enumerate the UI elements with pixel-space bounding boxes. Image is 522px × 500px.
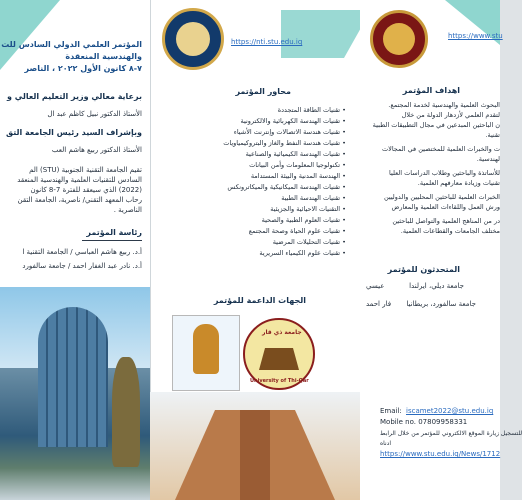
axis-item: • تقنيات التحليلات المرضية: [272, 238, 346, 246]
goal-line: الخبرات العلمية للباحثين المحليين والدوليين: [383, 193, 500, 201]
register-line-2: ادناه: [380, 440, 391, 447]
decorative-teal-band: [281, 10, 371, 58]
right-panel: [360, 0, 522, 500]
goal-line: ت والخبرات العلمية للمختصين في المجالات: [382, 145, 500, 153]
intro-line-3: (2022) الذي سيعقد للفترة 7-8 كانون: [30, 186, 142, 194]
speaker-affiliation-1: جامعة ديلي، ايرلندا: [409, 282, 464, 290]
goal-line: در من المناهج العلمية والتواصل للباحثين: [392, 217, 500, 225]
presidency-line-2: أ.د. نادر عبد الغفار احمد / جامعة سالفورد: [22, 262, 142, 270]
speaker-name-1: عيسي: [366, 282, 385, 290]
axes-heading: محاور المؤتمر: [235, 87, 291, 96]
goal-line: تقنية.: [485, 131, 500, 139]
left-panel: [0, 0, 150, 500]
mobile-number: Mobile no. 07809958331: [380, 418, 468, 426]
axis-item: • تقنيات الهندسة الكهربائية والالكترونية: [240, 117, 346, 125]
divider: [82, 240, 142, 241]
axis-item: • تقنيات هندسة الاتصالات وإنترنت الأشياء: [233, 128, 346, 136]
axis-item: • تقنيات الهندسة الميكانيكية والميكاترونكس: [227, 183, 346, 191]
goal-line: للأساتذة والباحثين وطلاب الدراسات العليا: [389, 169, 500, 177]
intro-line-2: السادس للتقنيات العلمية والهندسية المنعقد: [17, 176, 142, 184]
conference-title-line-2: والهندسية المنعقدة: [65, 52, 142, 61]
register-url-link[interactable]: https://www.stu.edu.iq/News/1712: [380, 450, 501, 458]
goal-line: مختلف الجامعات والقطاعات العلمية.: [400, 227, 500, 235]
nti-url-link[interactable]: https://nti.stu.edu.iq: [231, 38, 303, 46]
thiqar-caption-en: University of Thi-Qar: [250, 378, 309, 384]
goal-line: ن الباحثين المبدعين في مجال التطبيقات الطبية: [372, 121, 500, 129]
nti-logo: [162, 8, 224, 70]
supervision-heading: وبإشراف السيد رئيس الجامعة التق: [5, 128, 142, 137]
alayen-university-logo: [172, 315, 240, 391]
axis-item: • تقنيات العلوم الطبية والصحية: [261, 216, 346, 224]
axis-item: • تقنيات الهندسة الكيميائية والصناعية: [245, 150, 346, 158]
register-line-1: للتسجيل زيارة الموقع الالكتروني للمؤتمر من خلال الرابط: [380, 430, 522, 437]
goal-line: لهندسية.: [476, 155, 500, 163]
goal-line: البحوث العلمية والهندسية لخدمة المجتمع.: [388, 101, 500, 109]
axis-item: • تقنيات الطاقة المتجددة: [277, 106, 346, 114]
goal-line: تقنيات وزيادة معارفهم العلمية.: [417, 179, 500, 187]
thiqar-caption: جامعة ذي قار: [262, 329, 302, 336]
sponsors-heading: الجهات الداعمة للمؤتمر: [213, 296, 306, 305]
conference-date-line: ٧-٨ كانون الأول ٢٠٢٢ ، الناصر: [24, 64, 142, 73]
axis-item: • تقنيات هندسة النفط والغاز والبتروكيمياويات: [223, 139, 346, 147]
university-building-photo: [0, 287, 150, 500]
email-link[interactable]: iscamet2022@stu.edu.iq: [406, 407, 494, 415]
speakers-heading: المتحدثون للمؤتمر: [387, 265, 460, 274]
stu-url-link[interactable]: https://www.stu: [448, 32, 503, 40]
goal-line: ورش العمل واللقاءات العلمية والمعارض: [391, 203, 500, 211]
decorative-teal-corner: [0, 0, 60, 70]
axis-item: • تقنيات الهندسة الطبية: [281, 194, 346, 202]
stu-logo: [370, 10, 428, 68]
axis-item: • الهندسة المدنية والبيئة المستدامة: [250, 172, 346, 180]
conference-title-line-1: المؤتمر العلمي الدولي السادس للت: [1, 40, 142, 49]
goal-line: لتقدم العلمي لأزدهار الدولة من خلال: [401, 111, 500, 119]
intro-line-5: الناصرية .: [113, 206, 142, 214]
speaker-name-2: فار احمد: [366, 300, 392, 308]
patronage-heading: برعاية معالي وزير التعليم العالي و: [6, 92, 142, 101]
goals-heading: اهداف المؤتمر: [402, 86, 460, 95]
axis-item: • تقنيات علوم الكيمياء السريرية: [259, 249, 346, 257]
speaker-affiliation-2: جامعة سالفورد، بريطانيا: [406, 300, 476, 308]
email-label: Email:: [380, 407, 402, 415]
president-name: الأستاذ الدكتور ربيع هاشم العب: [51, 146, 142, 154]
presidency-line-1: أ.د. ربيع هاشم العباسي / الجامعة التقنية ا: [22, 248, 142, 256]
intro-line-1: تقيم الجامعة التقنية الجنوبية (STU) الم: [29, 166, 142, 174]
ziggurat-photo: [150, 392, 360, 500]
axis-item: • تكنولوجيا المعلومات وأمن البيانات: [249, 161, 346, 169]
presidency-heading: رئاسة المؤتمر: [86, 228, 142, 237]
axis-item: • تقنيات علوم الحياة وصحة المجتمع: [248, 227, 346, 235]
intro-line-4: رحاب المعهد التقني/ ناصرية، الجامعة التقن: [17, 196, 142, 204]
axis-item: • التقنيات الاحيائية والجزيئية: [270, 205, 346, 213]
minister-name: الأستاذ الدكتور نبيل كاظم عبد ال: [47, 110, 142, 118]
